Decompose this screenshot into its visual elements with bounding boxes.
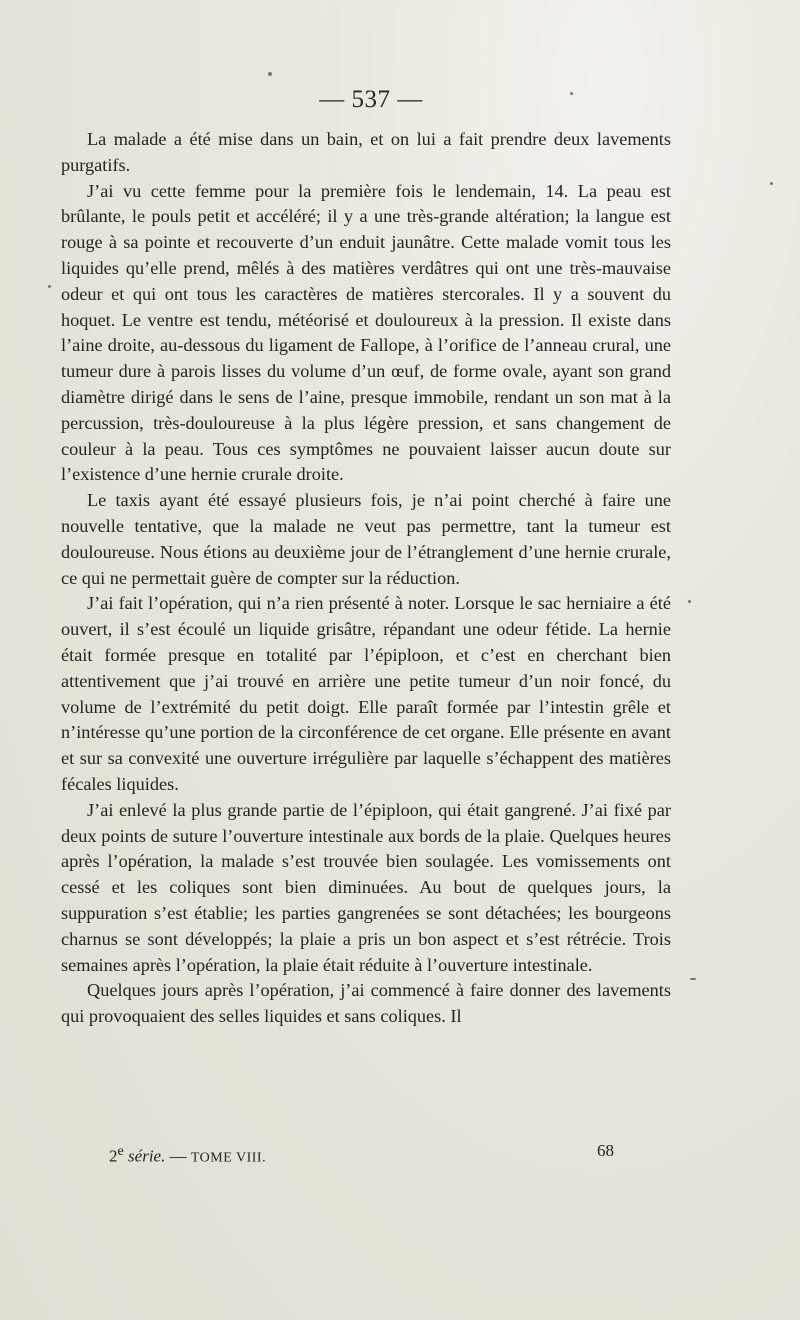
paragraph-1: La malade a été mise dans un bain, et on lui a fait prendre deux lavements purgatifs. [61,129,671,175]
ink-speck [770,182,773,185]
body-text [61,127,671,1030]
page-number: — 537 — [319,86,423,113]
series-signature [109,1140,266,1170]
paragraph-5: J’ai enlevé la plus grande partie de l’épiploon, qui était gangrené. J’ai fixé par deux points de suture l’ouverture intestinale aux bords de la plaie. Quelques heures après l’opération, la malade s’est trouvée bien soulagée. Les vomissements ont cessé et les coliques sont bien diminuées. Au bout de quelques jours, la suppuration s’est établie; les parties gangrenées se sont détachées; les bourgeons charnus se sont développés; la plaie a pris un bon aspect et s’est rétrécie. Trois semaines après l’opération, la plaie était réduite à l’ouverture intestinale. [61,799,671,975]
ink-speck [268,72,272,76]
ink-speck [570,92,573,95]
series-word: série. [128,1146,166,1166]
paragraph-4: J’ai fait l’opération, qui n’a rien présenté à noter. Lorsque le sac herniaire a été ouvert, il s’est écoulé un liquide grisâtre, répandant une odeur fétide. La hernie était formée presque en totalité par l’épiploon, et c’est en cherchant bien attentivement que j’ai trouvé en arrière une petite tumeur d’un noir foncé, du volume de l’extrémité du petit doigt. Elle paraît formée par l’intestin grêle et n’intéresse qu’une portion de la circonférence de cet organe. Elle présente en avant et sur sa convexité une ouverture irrégulière par laquelle s’échappent des matières fécales liquides. [61,593,671,794]
paragraph-2: J’ai vu cette femme pour la première fois le lendemain, 14. La peau est brûlante, le pouls petit et accéléré; il y a une très-grande altération; la langue est rouge à sa pointe et recouverte d’un enduit jaunâtre. Cette malade vomit tous les liquides qu’elle prend, mêlés à des matières verdâtres qui ont une très-mauvaise odeur et qui ont tous les caractères de matières stercorales. Il y a souvent du hoquet. Le ventre est tendu, météorisé et douloureux à la pression. Il existe dans l’aine droite, au-dessous du ligament de Fallope, à l’orifice de l’anneau crural, une tumeur dure à parois lisses du volume d’un œuf, de forme ovale, ayant son grand diamètre dirigé dans le sens de l’aine, presque immobile, rendant un son mat à la percussion, très-douloureuse à la plus légère pression, et sans changement de couleur à la peau. Tous ces symptômes ne pouvaient laisser aucun doute sur l’existence d’une hernie crurale droite. [61,180,671,485]
series-superscript: e [117,1143,124,1159]
ink-speck [690,978,696,980]
ink-speck [48,285,51,288]
sheet-number: 68 [597,1141,614,1160]
ink-speck [688,600,691,603]
tome-label: TOME VIII. [190,1150,267,1166]
footer-dash: — [169,1146,187,1166]
series-number: 2 [109,1146,118,1166]
paragraph-6: Quelques jours après l’opération, j’ai commencé à faire donner des lavements qui provoquaient des selles liquides et sans coliques. Il [61,980,671,1027]
paragraph-3: Le taxis ayant été essayé plusieurs fois, je n’ai point cherché à faire une nouvelle tentative, que la malade ne veut pas permettre, tant la tumeur est douloureuse. Nous étions au deuxième jour de l’étranglement d’une hernie crurale, ce qui ne permettait guère de compter sur la réduction. [61,490,671,588]
